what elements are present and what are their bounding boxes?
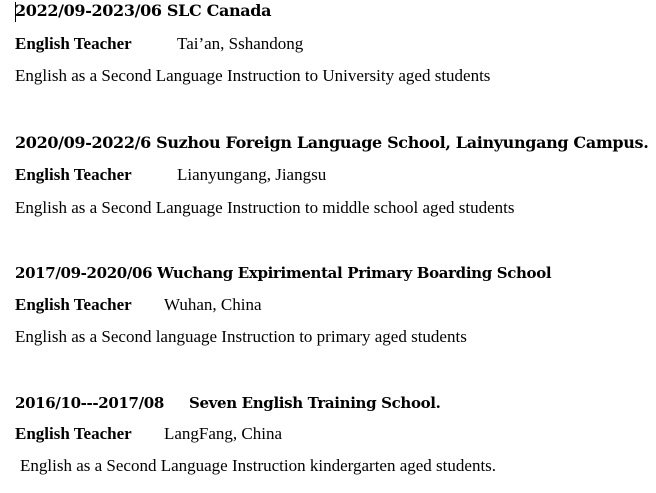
entry-heading: 2022/09-2023/06 SLC Canada — [15, 1, 272, 20]
entry-description: English as a Second Language Instruction kindergarten aged students. — [20, 456, 497, 475]
entry-role-line — [15, 295, 262, 315]
entry-heading-school: Seven English Training School. — [189, 394, 441, 412]
entry-description: English as a Second Language Instruction to University aged students — [15, 66, 491, 85]
entry-location: Wuhan, China — [164, 295, 262, 314]
entry-role: English Teacher — [15, 424, 132, 443]
entry-heading: 2020/09-2022/6 Suzhou Foreign Language School, Lainyungang Campus. — [15, 133, 649, 152]
entry-location: Lianyungang, Jiangsu — [177, 165, 327, 184]
entry-location: Tai’an, Sshandong — [177, 34, 304, 53]
entry-role: English Teacher — [15, 165, 132, 184]
entry-role-line — [15, 34, 303, 54]
entry-role-line — [15, 424, 282, 444]
entry-heading — [15, 393, 440, 413]
entry-role: English Teacher — [15, 34, 132, 53]
entry-description: English as a Second language Instruction to primary aged students — [15, 327, 467, 346]
entry-location: LangFang, China — [164, 424, 283, 443]
entry-heading: 2017/09-2020/06 Wuchang Expirimental Primary Boarding School — [15, 264, 552, 282]
entry-role: English Teacher — [15, 295, 132, 314]
entry-heading-date: 2016/10---2017/08 — [15, 394, 164, 412]
entry-description: English as a Second Language Instruction to middle school aged students — [15, 198, 515, 217]
entry-role-line — [15, 165, 326, 185]
